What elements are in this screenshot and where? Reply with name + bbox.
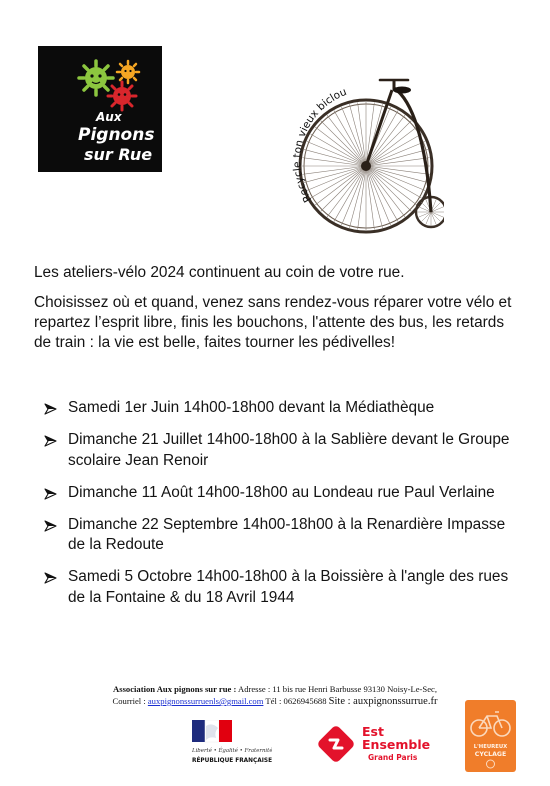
footer-email-link[interactable]: auxpignonssurruenls@gmail.com (147, 696, 264, 706)
rf-motto: Liberté • Égalité • Fraternité (192, 748, 272, 754)
event-text: Dimanche 22 Septembre 14h00-18h00 à la Renardière Impasse de la Redoute (68, 515, 506, 553)
event-item (44, 483, 524, 504)
recycle-icon (487, 760, 495, 768)
event-text: Dimanche 11 Août 14h00-18h00 au Londeau rue Paul Verlaine (68, 483, 495, 501)
bullet-arrow-icon (44, 572, 57, 584)
footer-address-text: Adresse : 11 bis rue Henri Barbusse 93130 Noisy-Le-Sec, (236, 684, 437, 694)
event-text: Dimanche 21 Juillet 14h00-18h00 à la Sablière devant le Groupe scolaire Jean Renoir (68, 431, 510, 469)
bike-slogan: Recycle ton vieux biclou (291, 85, 349, 205)
bullet-arrow-icon (44, 488, 57, 500)
event-text: Samedi 5 Octobre 14h00-18h00 à la Boissière à l'angle des rues de la Fontaine & du 18 Avril 1944 (68, 568, 509, 606)
he-line2: CYCLAGE (474, 751, 507, 758)
intro-text: Les ateliers-vélo 2024 continuent au coin de votre rue. (34, 264, 405, 281)
bullet-arrow-icon (44, 435, 57, 447)
rf-name: RÉPUBLIQUE FRANÇAISE (192, 758, 272, 764)
description-text: Choisissez où et quand, venez sans rendez-vous réparer votre vélo et repartez l’esprit libre, finis les bouchons, l'attente des bus, les retards de train : la vie est belle, faites tourner les pédivelles! (34, 294, 512, 351)
event-text: Samedi 1er Juin 14h00-18h00 devant la Médiathèque (68, 399, 435, 416)
ee-line2: Ensemble (362, 737, 431, 752)
event-item (44, 430, 524, 471)
logo-line3: sur Rue (84, 145, 153, 164)
republique-francaise-logo (190, 720, 272, 770)
bullet-arrow-icon (44, 403, 57, 415)
footer-tel: Tél : 0626945688 (263, 696, 329, 706)
event-item (44, 567, 524, 608)
logo-line2: Pignons (78, 125, 155, 145)
sun-gear-icon (79, 61, 139, 110)
est-ensemble-logo (316, 722, 432, 766)
svg-text:Recycle ton vieux biclou (291, 86, 348, 204)
footer-courriel-label: Courriel : (112, 696, 148, 706)
ee-line3: Grand Paris (368, 753, 418, 762)
logo-line1: Aux (96, 110, 122, 124)
bicycle-illustration (284, 60, 444, 240)
footer-assoc: Association Aux pignons sur rue : (113, 684, 237, 694)
footer-address (0, 683, 550, 695)
event-item (44, 398, 524, 419)
he-line1: L'HEUREUX (473, 744, 508, 750)
event-list (44, 398, 524, 620)
ee-line1: Est (362, 724, 384, 739)
heureux-cyclage-logo (465, 700, 516, 772)
footer-site: Site : auxpignonssurrue.fr (328, 696, 438, 707)
bicycle-icon (471, 712, 510, 736)
bullet-arrow-icon (44, 520, 57, 532)
aux-pignons-logo (38, 46, 162, 172)
event-item (44, 515, 524, 556)
